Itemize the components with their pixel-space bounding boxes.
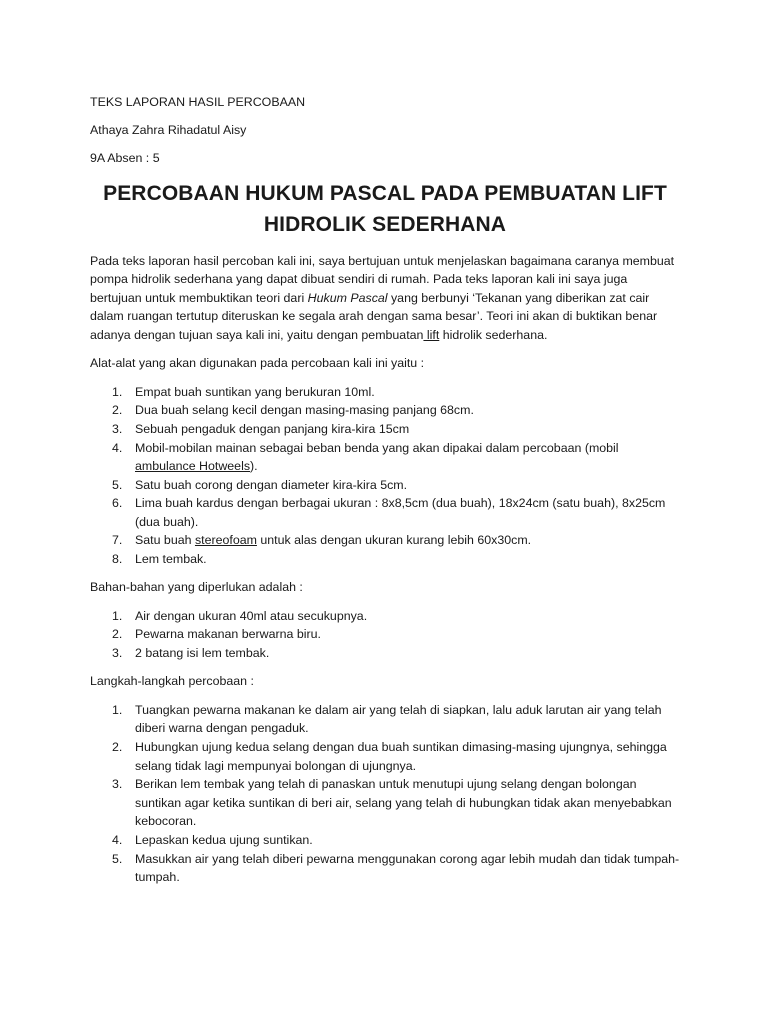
title-line-2: HIDROLIK SEDERHANA [263, 212, 507, 236]
list-item-text: Tuangkan pewarna makanan ke dalam air yang telah di siapkan, lalu aduk larutan air yang telah diberi warna dengan pengaduk. [135, 702, 662, 736]
list-item-text: Mobil-mobilan mainan sebagai beban benda yang akan dipakai dalam percobaan (mobil [135, 440, 619, 455]
list-item-text: Empat buah suntikan yang berukuran 10ml. [135, 384, 375, 399]
intro-paragraph [90, 252, 680, 345]
list-number: 2. [112, 627, 123, 642]
class-info-line: 9A Absen : 5 [90, 151, 160, 166]
list-number: 7. [112, 533, 123, 548]
list-item-text-end: ). [250, 459, 258, 474]
list-item-text: Lepaskan kedua ujung suntikan. [135, 832, 313, 847]
list-number: 6. [112, 496, 123, 511]
intro-text-3: hidrolik sederhana. [439, 327, 548, 342]
list-item [90, 850, 680, 887]
list-item-underlined: stereofoam [194, 533, 257, 548]
list-item [90, 738, 680, 775]
list-item-text: Dua buah selang kecil dengan masing-masing panjang 68cm. [135, 403, 474, 418]
list-item-text: Lima buah kardus dengan berbagai ukuran : 8x8,5cm (dua buah), 18x24cm (satu buah), 8x25cm (dua buah). [135, 496, 666, 529]
steps-list [90, 701, 680, 887]
list-number: 1. [112, 702, 123, 717]
list-item [90, 831, 680, 850]
list-item [90, 625, 680, 644]
list-item [90, 607, 680, 626]
title-line-1: PERCOBAAN HUKUM PASCAL PADA PEMBUATAN LIFT [103, 181, 667, 205]
list-number: 8. [112, 552, 123, 567]
steps-heading: Langkah-langkah percobaan : [90, 674, 254, 689]
list-number: 2. [112, 740, 123, 754]
list-item-text: Masukkan air yang telah diberi pewarna menggunakan corong agar lebih mudah dan tidak tumpah-tumpah. [135, 851, 680, 885]
list-item [90, 439, 680, 476]
document-body [90, 93, 680, 897]
list-item-text: Pewarna makanan berwarna biru. [135, 627, 321, 642]
materials-list [90, 607, 680, 663]
list-item [90, 775, 680, 831]
list-number: 5. [112, 851, 123, 866]
list-item [90, 420, 680, 439]
list-number: 3. [112, 777, 123, 792]
intro-text-2: yang berbunyi ‘Tekanan yang diberikan zat cair dalam ruangan tertutup diteruskan ke segala arah dengan sama besar’. Teori ini akan di buktikan benar adanya dengan tujuan saya kali ini, yaitu dengan pembuatan [90, 290, 658, 342]
list-item-text: Satu buah [135, 533, 195, 548]
intro-italic-term: Hukum Pascal [307, 290, 388, 305]
intro-underlined-term: lift [423, 327, 440, 342]
list-item-text: Hubungkan ujung kedua selang dengan dua buah suntikan dimasing-masing ujungnya, sehingga selang tidak lagi mempunyai bolongan di ujungnya. [135, 740, 667, 773]
list-item-text: Satu buah corong dengan diameter kira-kira 5cm. [135, 477, 408, 492]
list-item-text: Lem tembak. [135, 552, 207, 567]
tools-heading: Alat-alat yang akan digunakan pada percobaan kali ini yaitu : [90, 356, 425, 371]
list-item [90, 401, 680, 420]
list-number: 4. [112, 440, 123, 455]
list-item [90, 383, 680, 402]
intro-text-1: Pada teks laporan hasil percoban kali ini, saya bertujuan untuk menjelaskan bagaimana caranya membuat pompa hidrolik sederhana yang dapat dibuat sendiri di rumah. Pada teks laporan kali ini saya juga bertujuan untuk membuktikan teori dari [90, 253, 675, 305]
list-item-text: 2 batang isi lem tembak. [135, 646, 270, 661]
list-number: 3. [112, 646, 123, 661]
list-number: 3. [112, 421, 123, 436]
list-number: 1. [112, 608, 123, 623]
tools-list [90, 383, 680, 569]
list-number: 4. [112, 832, 123, 847]
list-item [90, 494, 680, 531]
list-item-text-end: untuk alas dengan ukuran kurang lebih 60x30cm. [256, 533, 532, 548]
list-item [90, 531, 680, 550]
list-number: 1. [112, 384, 123, 399]
report-type-line: TEKS LAPORAN HASIL PERCOBAAN [90, 95, 306, 109]
list-item [90, 644, 680, 663]
list-item-text: Sebuah pengaduk dengan panjang kira-kira 15cm [135, 421, 410, 436]
list-item [90, 550, 680, 569]
materials-heading: Bahan-bahan yang diperlukan adalah : [90, 580, 303, 595]
list-item [90, 701, 680, 738]
list-number: 5. [112, 477, 123, 492]
list-item-underlined: ambulance Hotweels [135, 459, 251, 474]
list-item [90, 476, 680, 495]
list-number: 2. [112, 403, 123, 418]
author-line: Athaya Zahra Rihadatul Aisy [90, 123, 247, 138]
list-item-text: Berikan lem tembak yang telah di panaskan untuk menutupi ujung selang dengan bolongan suntikan agar ketika suntikan di beri air, selang yang telah di hubungkan tidak akan menyebabkan kebocoran. [135, 777, 672, 829]
document-title [90, 178, 680, 240]
list-item-text: Air dengan ukuran 40ml atau secukupnya. [135, 608, 368, 623]
